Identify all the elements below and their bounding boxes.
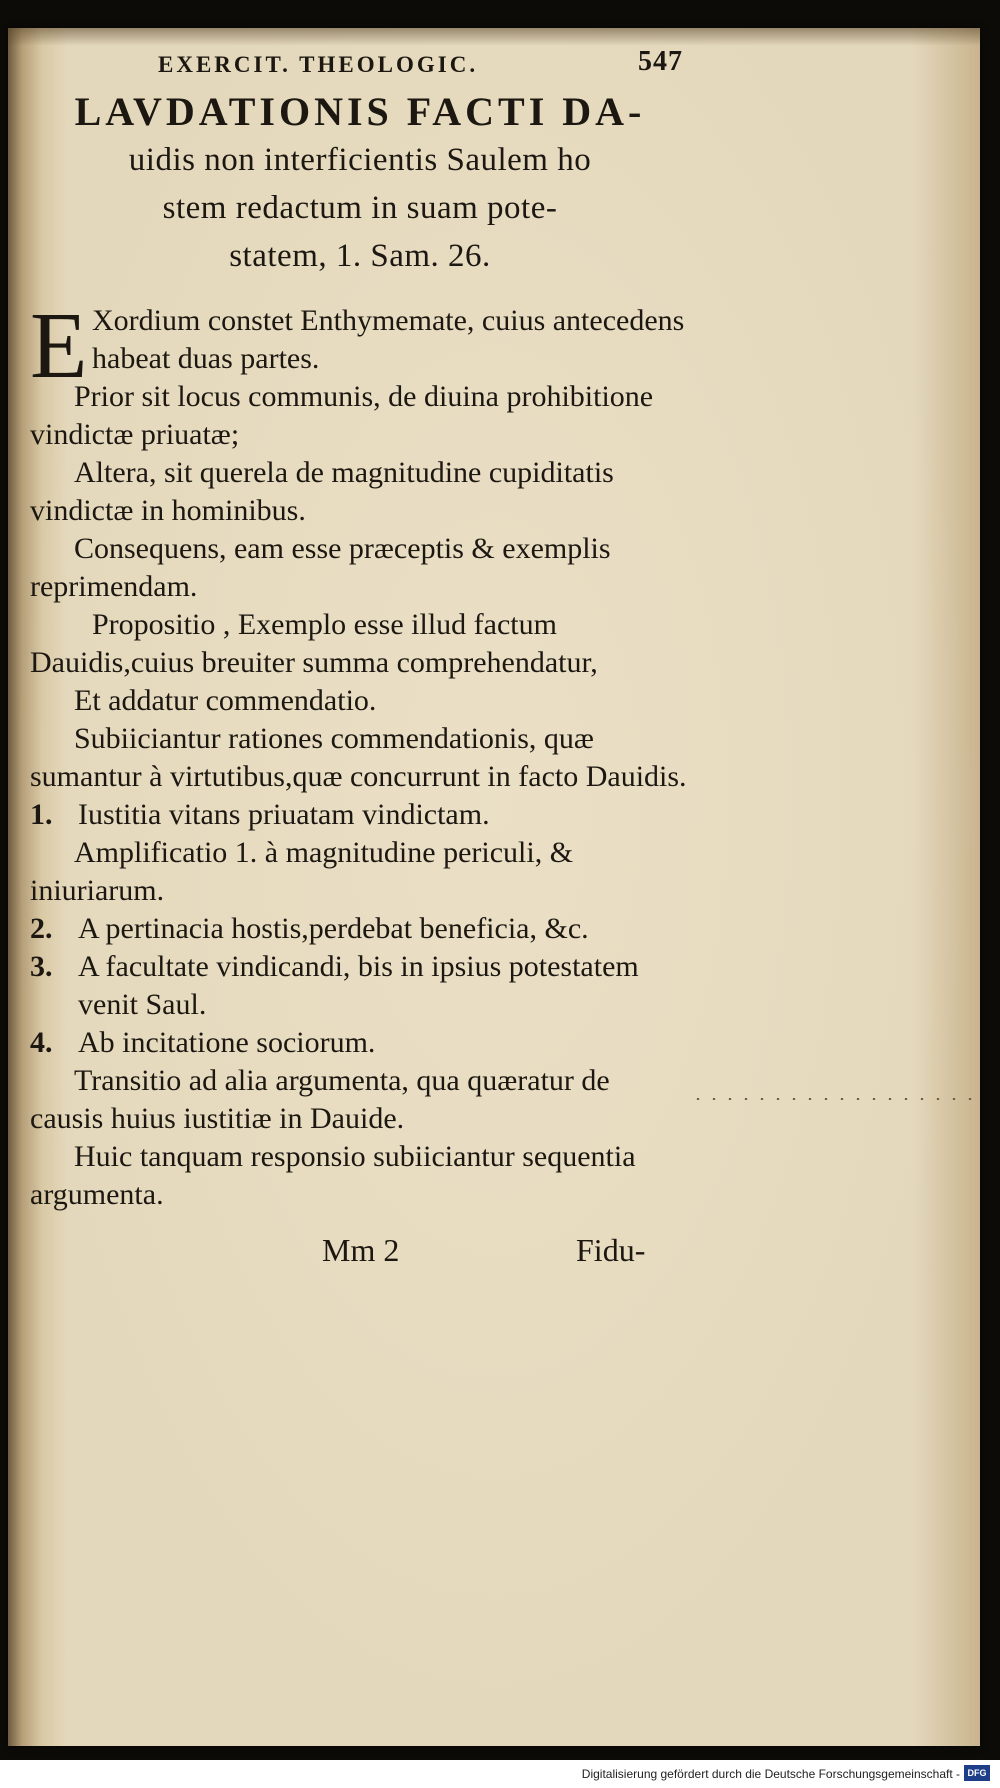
list-item-2 <box>30 910 690 948</box>
list-item-3 <box>30 948 690 1024</box>
title-line-2: uidis non interficientis Saulem ho <box>128 142 592 178</box>
dotted-line <box>690 1098 980 1100</box>
paragraph-transitio: Transitio ad alia argumenta, qua quæratur de causis huius iustitiæ in Dauide. <box>30 1064 610 1135</box>
paragraph-exordium <box>30 294 690 398</box>
list-item-text: Ab incitatione sociorum. <box>78 1026 376 1059</box>
paragraph-rationes: Subiiciantur rationes commendationis, quæ sumantur à virtutibus,quæ concurrunt in facto Dauidis. <box>30 722 687 793</box>
list-item-1 <box>30 796 690 834</box>
dfg-logo: DFG <box>964 1765 990 1781</box>
paragraph-huic: Huic tanquam responsio subiiciantur sequentia argumenta. <box>30 1140 636 1211</box>
list-item-text: A facultate vindicandi, bis in ipsius potestatem venit Saul. <box>78 950 639 1021</box>
list-item-text: Iustitia vitans priuatam vindictam. <box>78 798 490 831</box>
paragraph-consequens: Consequens, eam esse præceptis & exemplis reprimendam. <box>30 532 611 603</box>
credit-text: Digitalisierung gefördert durch die Deutsche Forschungsgemeinschaft - <box>581 1767 960 1781</box>
running-head-title: EXERCIT. THEOLOGIC. <box>158 52 479 77</box>
title-line-1: LAVDATIONIS FACTI DA- <box>74 89 646 134</box>
title-line-4: statem, 1. Sam. 26. <box>229 238 491 274</box>
text-block <box>30 40 690 1276</box>
list-item-number: 3. <box>30 950 53 983</box>
page-footer <box>30 1226 690 1276</box>
drop-cap: E <box>30 294 88 398</box>
section-title <box>30 88 690 280</box>
catchword: Fidu- <box>576 1232 646 1268</box>
list-item-number: 4. <box>30 1026 53 1059</box>
signature-mark: Mm 2 <box>322 1232 400 1268</box>
paragraph-altera: Altera, sit querela de magnitudine cupiditatis vindictæ in hominibus. <box>30 456 614 527</box>
paragraph-prior: Prior sit locus communis, de diuina prohibitione vindictæ priuatæ; <box>30 380 654 451</box>
title-line-3: stem redactum in suam pote- <box>162 190 558 226</box>
list-item-text: A pertinacia hostis,perdebat beneficia, &c. <box>78 912 589 945</box>
list-item-number: 1. <box>30 798 53 831</box>
list-item-number: 2. <box>30 912 53 945</box>
page-number: 547 <box>638 46 683 77</box>
paragraph-text: Xordium constet Enthymemate, cuius antecedens habeat duas partes. <box>92 304 685 375</box>
paragraph-amplificatio: Amplificatio 1. à magnitudine periculi, & iniuriarum. <box>30 836 574 907</box>
list-item-4 <box>30 1024 690 1062</box>
paragraph-commendatio: Et addatur commendatio. <box>74 684 377 717</box>
running-head <box>30 40 690 80</box>
paragraph-propositio: Propositio , Exemplo esse illud factum Dauidis,cuius breuiter summa comprehendatur, <box>30 608 598 679</box>
